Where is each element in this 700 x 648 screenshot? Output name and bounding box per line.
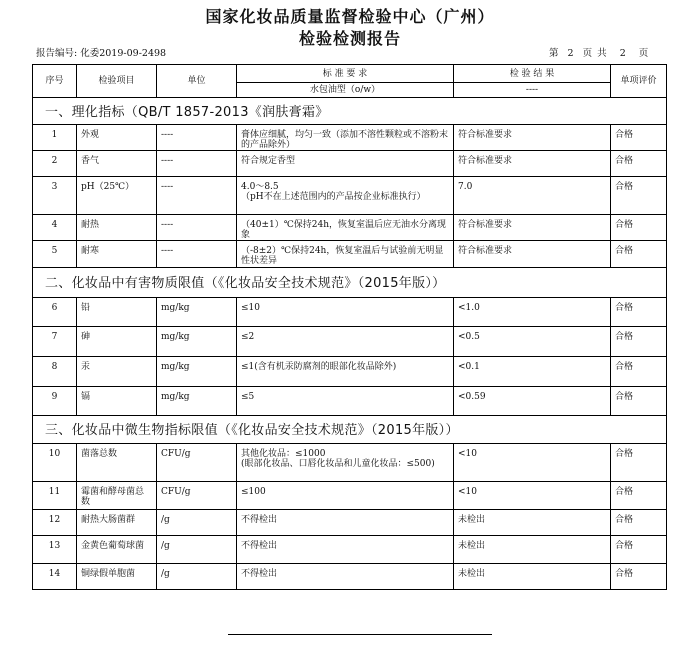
row-standard: 不得检出 bbox=[237, 536, 454, 564]
row-result: <0.1 bbox=[454, 357, 611, 387]
table-row bbox=[33, 357, 667, 387]
row-number: 9 bbox=[33, 387, 77, 416]
table-row bbox=[33, 241, 667, 268]
row-evaluation: 合格 bbox=[611, 241, 667, 268]
row-item: 铅 bbox=[77, 298, 157, 327]
row-item: 铜绿假单胞菌 bbox=[77, 564, 157, 590]
row-number: 13 bbox=[33, 536, 77, 564]
row-number: 1 bbox=[33, 125, 77, 151]
row-item: 耐寒 bbox=[77, 241, 157, 268]
row-unit: /g bbox=[157, 564, 237, 590]
row-number: 7 bbox=[33, 327, 77, 357]
row-standard: 膏体应细腻，均匀一致（添加不溶性颗粒或不溶粉末的产品除外） bbox=[237, 125, 454, 151]
row-number: 5 bbox=[33, 241, 77, 268]
row-evaluation: 合格 bbox=[611, 536, 667, 564]
table-row bbox=[33, 387, 667, 416]
row-result: <10 bbox=[454, 482, 611, 510]
row-unit: CFU/g bbox=[157, 444, 237, 482]
row-standard: （40±1）℃保持24h，恢复室温后应无油水分离现象 bbox=[237, 215, 454, 241]
row-unit: mg/kg bbox=[157, 298, 237, 327]
page-info: 第 2 页 共 2 页 bbox=[549, 48, 650, 59]
row-evaluation: 合格 bbox=[611, 215, 667, 241]
row-number: 3 bbox=[33, 177, 77, 215]
row-number: 8 bbox=[33, 357, 77, 387]
row-standard: ≤5 bbox=[237, 387, 454, 416]
row-number: 6 bbox=[33, 298, 77, 327]
table-row bbox=[33, 444, 667, 482]
row-number: 10 bbox=[33, 444, 77, 482]
header-standard: 标 准 要 求 bbox=[237, 65, 454, 83]
row-standard: 符合规定香型 bbox=[237, 151, 454, 177]
inspection-table bbox=[32, 64, 667, 590]
row-evaluation: 合格 bbox=[611, 125, 667, 151]
row-unit: ---- bbox=[157, 151, 237, 177]
row-unit: ---- bbox=[157, 125, 237, 151]
row-unit: /g bbox=[157, 536, 237, 564]
row-number: 11 bbox=[33, 482, 77, 510]
row-unit: CFU/g bbox=[157, 482, 237, 510]
section-title: 一、理化指标（QB/T 1857-2013《润肤膏霜》 bbox=[33, 98, 667, 125]
report-subtitle: 检验检测报告 bbox=[298, 29, 401, 48]
row-unit: ---- bbox=[157, 177, 237, 215]
row-unit: /g bbox=[157, 510, 237, 536]
row-standard: ≤10 bbox=[237, 298, 454, 327]
header-result-sub: ---- bbox=[454, 83, 611, 98]
row-evaluation: 合格 bbox=[611, 387, 667, 416]
row-result: <1.0 bbox=[454, 298, 611, 327]
row-standard: ≤2 bbox=[237, 327, 454, 357]
header-standard-sub: 水包油型（o/w） bbox=[237, 83, 454, 98]
table-row bbox=[33, 125, 667, 151]
section-title: 二、化妆品中有害物质限值（《化妆品安全技术规范》（2015年版）） bbox=[33, 268, 667, 298]
row-item: 汞 bbox=[77, 357, 157, 387]
row-result: 符合标准要求 bbox=[454, 151, 611, 177]
row-unit: mg/kg bbox=[157, 387, 237, 416]
row-unit: mg/kg bbox=[157, 327, 237, 357]
row-item: 砷 bbox=[77, 327, 157, 357]
header-unit: 单位 bbox=[157, 65, 237, 98]
row-result: 符合标准要求 bbox=[454, 241, 611, 268]
report-title: 国家化妆品质量监督检验中心（广州） bbox=[205, 7, 495, 26]
table-row bbox=[33, 564, 667, 590]
row-standard: 不得检出 bbox=[237, 564, 454, 590]
table-row bbox=[33, 327, 667, 357]
header-result: 检 验 结 果 bbox=[454, 65, 611, 83]
row-item: 耐热 bbox=[77, 215, 157, 241]
table-row bbox=[33, 482, 667, 510]
row-evaluation: 合格 bbox=[611, 510, 667, 536]
row-evaluation: 合格 bbox=[611, 564, 667, 590]
row-result: <10 bbox=[454, 444, 611, 482]
table-row bbox=[33, 298, 667, 327]
row-result: 7.0 bbox=[454, 177, 611, 215]
section-title: 三、化妆品中微生物指标限值（《化妆品安全技术规范》（2015年版）） bbox=[33, 416, 667, 444]
row-evaluation: 合格 bbox=[611, 482, 667, 510]
row-evaluation: 合格 bbox=[611, 177, 667, 215]
row-standard: （-8±2）℃保持24h，恢复室温后与试验前无明显性状差异 bbox=[237, 241, 454, 268]
row-number: 4 bbox=[33, 215, 77, 241]
row-result: 未检出 bbox=[454, 564, 611, 590]
row-evaluation: 合格 bbox=[611, 298, 667, 327]
row-evaluation: 合格 bbox=[611, 327, 667, 357]
header-evaluation: 单项评价 bbox=[611, 65, 667, 98]
row-evaluation: 合格 bbox=[611, 357, 667, 387]
row-standard: 其他化妆品：≤1000 (眼部化妆品、口唇化妆品和儿童化妆品：≤500) bbox=[237, 444, 454, 482]
row-item: 耐热大肠菌群 bbox=[77, 510, 157, 536]
table-row bbox=[33, 177, 667, 215]
row-unit: mg/kg bbox=[157, 357, 237, 387]
row-standard: 4.0～8.5 （pH不在上述范围内的产品按企业标准执行） bbox=[237, 177, 454, 215]
row-item: 香气 bbox=[77, 151, 157, 177]
row-result: <0.5 bbox=[454, 327, 611, 357]
row-result: <0.59 bbox=[454, 387, 611, 416]
row-number: 2 bbox=[33, 151, 77, 177]
row-number: 14 bbox=[33, 564, 77, 590]
row-item: 金黄色葡萄球菌 bbox=[77, 536, 157, 564]
report-number: 报告编号: 化委2019-09-2498 bbox=[36, 48, 167, 59]
row-result: 未检出 bbox=[454, 510, 611, 536]
row-item: 外观 bbox=[77, 125, 157, 151]
row-evaluation: 合格 bbox=[611, 444, 667, 482]
row-item: 霉菌和酵母菌总数 bbox=[77, 482, 157, 510]
row-item: pH（25℃） bbox=[77, 177, 157, 215]
row-standard: ≤100 bbox=[237, 482, 454, 510]
row-unit: ---- bbox=[157, 215, 237, 241]
row-item: 镉 bbox=[77, 387, 157, 416]
header-item: 检验项目 bbox=[77, 65, 157, 98]
table-row bbox=[33, 151, 667, 177]
row-evaluation: 合格 bbox=[611, 151, 667, 177]
row-standard: ≤1(含有机汞防腐剂的眼部化妆品除外) bbox=[237, 357, 454, 387]
table-row bbox=[33, 215, 667, 241]
row-number: 12 bbox=[33, 510, 77, 536]
row-standard: 不得检出 bbox=[237, 510, 454, 536]
row-result: 符合标准要求 bbox=[454, 215, 611, 241]
table-row bbox=[33, 510, 667, 536]
row-unit: ---- bbox=[157, 241, 237, 268]
row-result: 未检出 bbox=[454, 536, 611, 564]
table-body bbox=[33, 98, 667, 590]
end-rule bbox=[228, 634, 492, 635]
table-row bbox=[33, 536, 667, 564]
row-result: 符合标准要求 bbox=[454, 125, 611, 151]
header-seq: 序号 bbox=[33, 65, 77, 98]
row-item: 菌落总数 bbox=[77, 444, 157, 482]
